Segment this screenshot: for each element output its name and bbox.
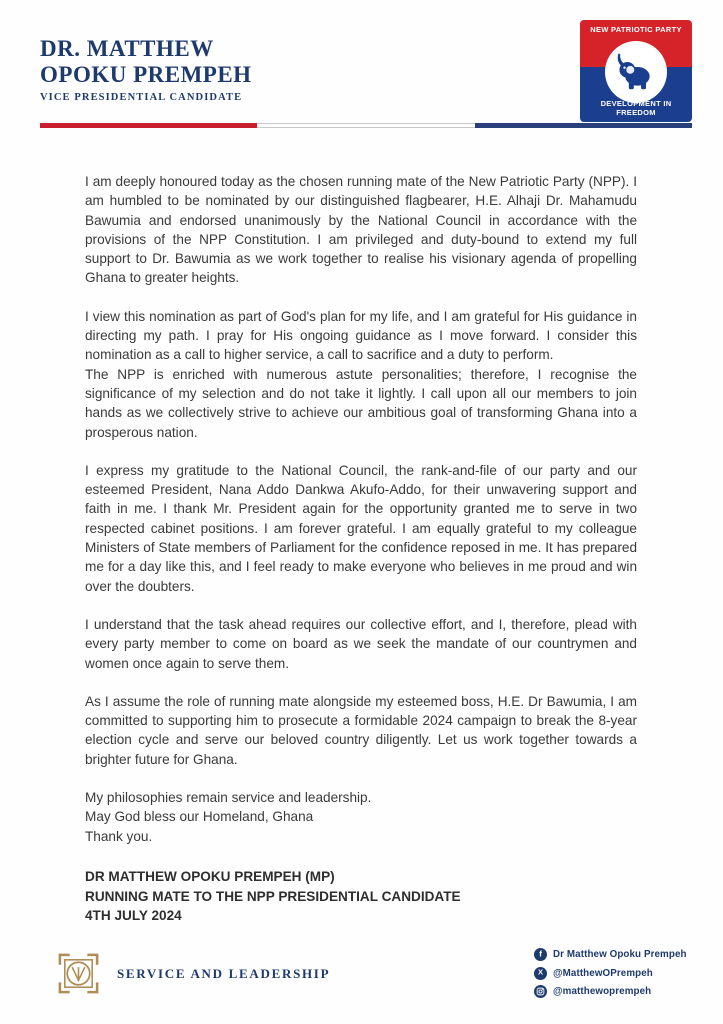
facebook-glyph: f [539, 948, 542, 959]
npp-elephant-icon [613, 49, 659, 95]
footer-motto: SERVICE AND LEADERSHIP [117, 965, 331, 981]
logo-party-slogan: DEVELOPMENT IN FREEDOM [600, 99, 672, 117]
x-handle: @MatthewOPrempeh [553, 967, 653, 979]
footer-motto-block [55, 950, 330, 997]
letter-body [0, 128, 723, 926]
divider-white-segment [257, 123, 474, 128]
npp-party-logo [580, 20, 692, 122]
social-link-x[interactable] [534, 967, 687, 980]
instagram-handle: @matthewoprempeh [553, 986, 652, 997]
social-link-facebook[interactable] [534, 948, 687, 961]
social-link-instagram[interactable] [534, 985, 687, 998]
letterhead [0, 0, 723, 122]
paragraph-2: I view this nomination as part of God's plan for my life, and I am grateful for His guidance in directing my path. I pray for His ongoing guidance as I move forward. I consider this nomination as a call to higher service, a call to sacrifice and a duty to perform. [85, 308, 637, 363]
paragraph-4: I express my gratitude to the National Council, the rank-and-file of our party and our esteemed President, Nana Addo Dankwa Akufo-Addo, for their unwavering support and faith in me. I thank Mr. President again for the opportunity granted me to serve in two respected cabinet positions. I am forever grateful. I am equally grateful to my colleague Ministers of State members of Parliament for the confidence reposed in me. It has prepared me for a day like this, and I feel ready to make everyone who believes in me proud and win over the doubters. [85, 462, 637, 594]
x-icon [534, 967, 547, 980]
facebook-icon [534, 948, 547, 961]
instagram-icon [534, 985, 547, 998]
x-glyph: X [537, 967, 543, 977]
candidate-name-line2: OPOKU PREMPEH [40, 62, 252, 87]
divider-red-segment [40, 123, 257, 128]
adinkra-emblem-icon [55, 950, 102, 997]
paragraph-3: The NPP is enriched with numerous astute personalities; therefore, I recognise the significance of my selection and do not take it lightly. I call upon all our members to join hands as we collectively strive to achieve our ambitious goal of transforming Ghana into a prosperous nation. [85, 366, 637, 440]
closing-line-1: My philosophies remain service and leadership. [85, 790, 372, 806]
logo-party-name: NEW PATRIOTIC PARTY [590, 25, 682, 34]
signature-role: RUNNING MATE TO THE NPP PRESIDENTIAL CANDIDATE [85, 888, 461, 904]
paragraph-5: I understand that the task ahead requires our collective effort, and I, therefore, plead with every party member to come on board as we seek the mandate of our countrymen and women once again to serve them. [85, 616, 637, 671]
candidate-title: VICE PRESIDENTIAL CANDIDATE [40, 92, 243, 103]
facebook-handle: Dr Matthew Opoku Prempeh [553, 949, 687, 960]
divider-blue-segment [475, 123, 692, 128]
closing-line-2: May God bless our Homeland, Ghana [85, 809, 314, 825]
footer-social-block [534, 948, 687, 1004]
paragraph-1: I am deeply honoured today as the chosen running mate of the New Patriotic Party (NPP). I am humbled to be nominated by our distinguished flagbearer, H.E. Alhaji Dr. Mahamudu Bawumia and endorsed unanimously by the National Council in accordance with the provisions of the NPP Constitution. I am privileged and duty-bound to extend my full support to Dr. Bawumia as we work together to realise his visionary agenda of propelling Ghana to greater heights. [85, 174, 637, 286]
tricolor-divider [40, 123, 692, 128]
closing-line-3: Thank you. [85, 828, 153, 844]
signature-date: 4TH JULY 2024 [85, 908, 182, 924]
candidate-name-line1: DR. MATTHEW [40, 36, 214, 61]
candidate-name-block [40, 20, 252, 103]
logo-circle [605, 41, 667, 103]
signature-block [85, 867, 637, 926]
signature-name: DR MATTHEW OPOKU PREMPEH (MP) [85, 868, 335, 884]
closing-block [85, 788, 637, 846]
paragraph-6: As I assume the role of running mate alongside my esteemed boss, H.E. Dr Bawumia, I am committed to supporting him to prosecute a formidable 2024 campaign to break the 8-year election cycle and serve our beloved country diligently. Let us work together towards a brighter future for Ghana. [85, 693, 637, 767]
